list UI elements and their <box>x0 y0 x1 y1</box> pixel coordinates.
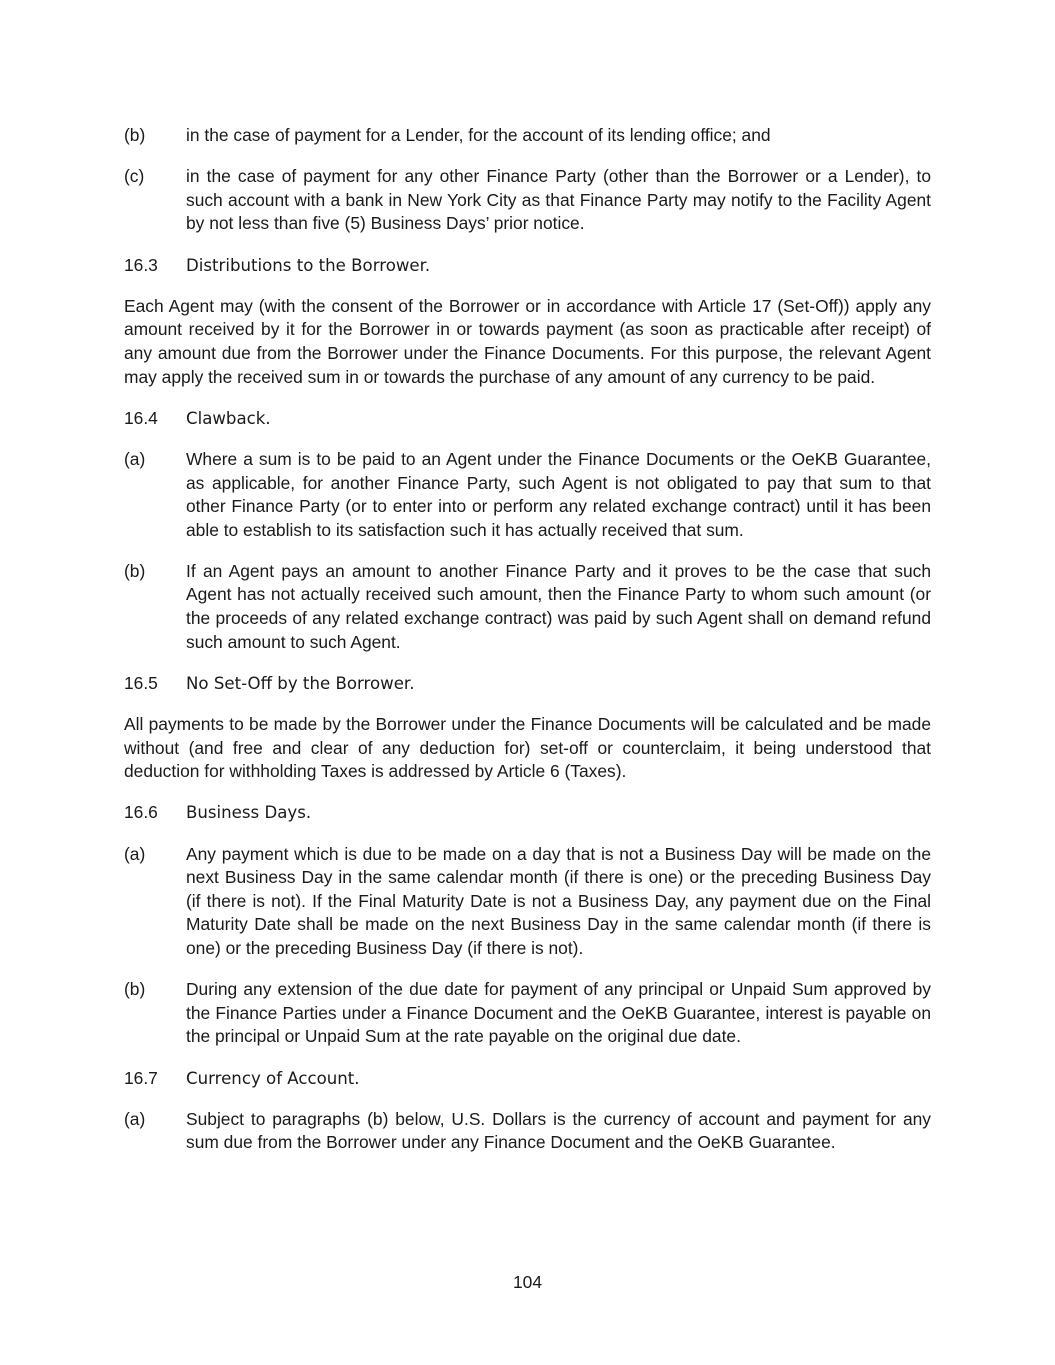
section-heading-16-6 <box>124 801 931 825</box>
item-text: in the case of payment for a Lender, for the account of its lending office; and <box>186 125 771 145</box>
item-text: During any extension of the due date for payment of any principal or Unpaid Sum approved by the Finance Parties under a Finance Document and the OeKB Guarantee, interest is payable on the principal or Unpaid Sum at the rate payable on the original due date. <box>186 979 931 1047</box>
section-title: Clawback. <box>186 408 271 428</box>
paragraph: All payments to be made by the Borrower under the Finance Documents will be calculated and be made without (and free and clear of any deduction for) set-off or counterclaim, it being understood that deduction for withholding Taxes is addressed by Article 6 (Taxes). <box>124 714 931 782</box>
section-title: No Set-Off by the Borrower. <box>186 673 415 693</box>
item-text: Where a sum is to be paid to an Agent under the Finance Documents or the OeKB Guarantee, as applicable, for another Finance Party, such Agent is not obligated to pay that sum to that other Finance Party (or to enter into or perform any related exchange contract) until it has been able to establish to its satisfaction such it has actually received that sum. <box>186 448 931 540</box>
clause-item <box>124 448 931 542</box>
item-text: Any payment which is due to be made on a day that is not a Business Day will be made on the next Business Day in the same calendar month (if there is one) or the preceding Business Day (if there is not). If the Final Maturity Date is not a Business Day, any payment due on the Final Maturity Date shall be made on the next Business Day in the same calendar month (if there is one) or the preceding Business Day (if there is not). <box>186 843 931 958</box>
item-label: (a) <box>124 448 146 469</box>
item-text: Subject to paragraphs (b) below, U.S. Dollars is the currency of account and payment for any sum due from the Borrower under any Finance Document and the OeKB Guarantee. <box>186 1108 931 1153</box>
section-heading-16-4 <box>124 407 931 431</box>
section-number: 16.3 <box>124 254 158 275</box>
item-label: (a) <box>124 843 146 864</box>
section-heading-16-7 <box>124 1067 931 1091</box>
section-heading-16-5 <box>124 672 931 696</box>
item-text: in the case of payment for any other Finance Party (other than the Borrower or a Lender), to such account with a bank in New York City as that Finance Party may notify to the Facility Agent by not less than five (5) Business Days’ prior notice. <box>186 166 931 234</box>
section-number: 16.7 <box>124 1067 158 1088</box>
clause-item <box>124 165 931 236</box>
paragraph: Each Agent may (with the consent of the Borrower or in accordance with Article 17 (Set-Off)) apply any amount received by it for the Borrower in or towards payment (as soon as practicable after receipt) of any amount due from the Borrower under the Finance Documents. For this purpose, the relevant Agent may apply the received sum in or towards the purchase of any amount of any currency to be paid. <box>124 295 931 387</box>
clause-item <box>124 124 931 148</box>
section-title: Business Days. <box>186 803 312 823</box>
item-label: (b) <box>124 125 146 145</box>
section-title: Distributions to the Borrower. <box>186 255 431 275</box>
item-label: (b) <box>124 560 146 581</box>
document-page <box>124 124 931 1173</box>
section-number: 16.6 <box>124 802 158 823</box>
clause-item <box>124 1108 931 1155</box>
clause-item <box>124 843 931 961</box>
item-label: (c) <box>124 166 145 187</box>
clause-item <box>124 978 931 1049</box>
item-text: If an Agent pays an amount to another Finance Party and it proves to be the case that such Agent has not actually received such amount, then the Finance Party to whom such amount (or the proceeds of any related exchange contract) was paid by such Agent shall on demand refund such amount to such Agent. <box>186 560 931 652</box>
section-number: 16.5 <box>124 672 158 693</box>
item-label: (b) <box>124 979 146 1000</box>
page-number: 104 <box>512 1272 542 1292</box>
item-label: (a) <box>124 1108 146 1129</box>
section-number: 16.4 <box>124 407 158 428</box>
clause-item <box>124 560 931 654</box>
section-title: Currency of Account. <box>186 1068 360 1088</box>
section-heading-16-3 <box>124 254 931 278</box>
